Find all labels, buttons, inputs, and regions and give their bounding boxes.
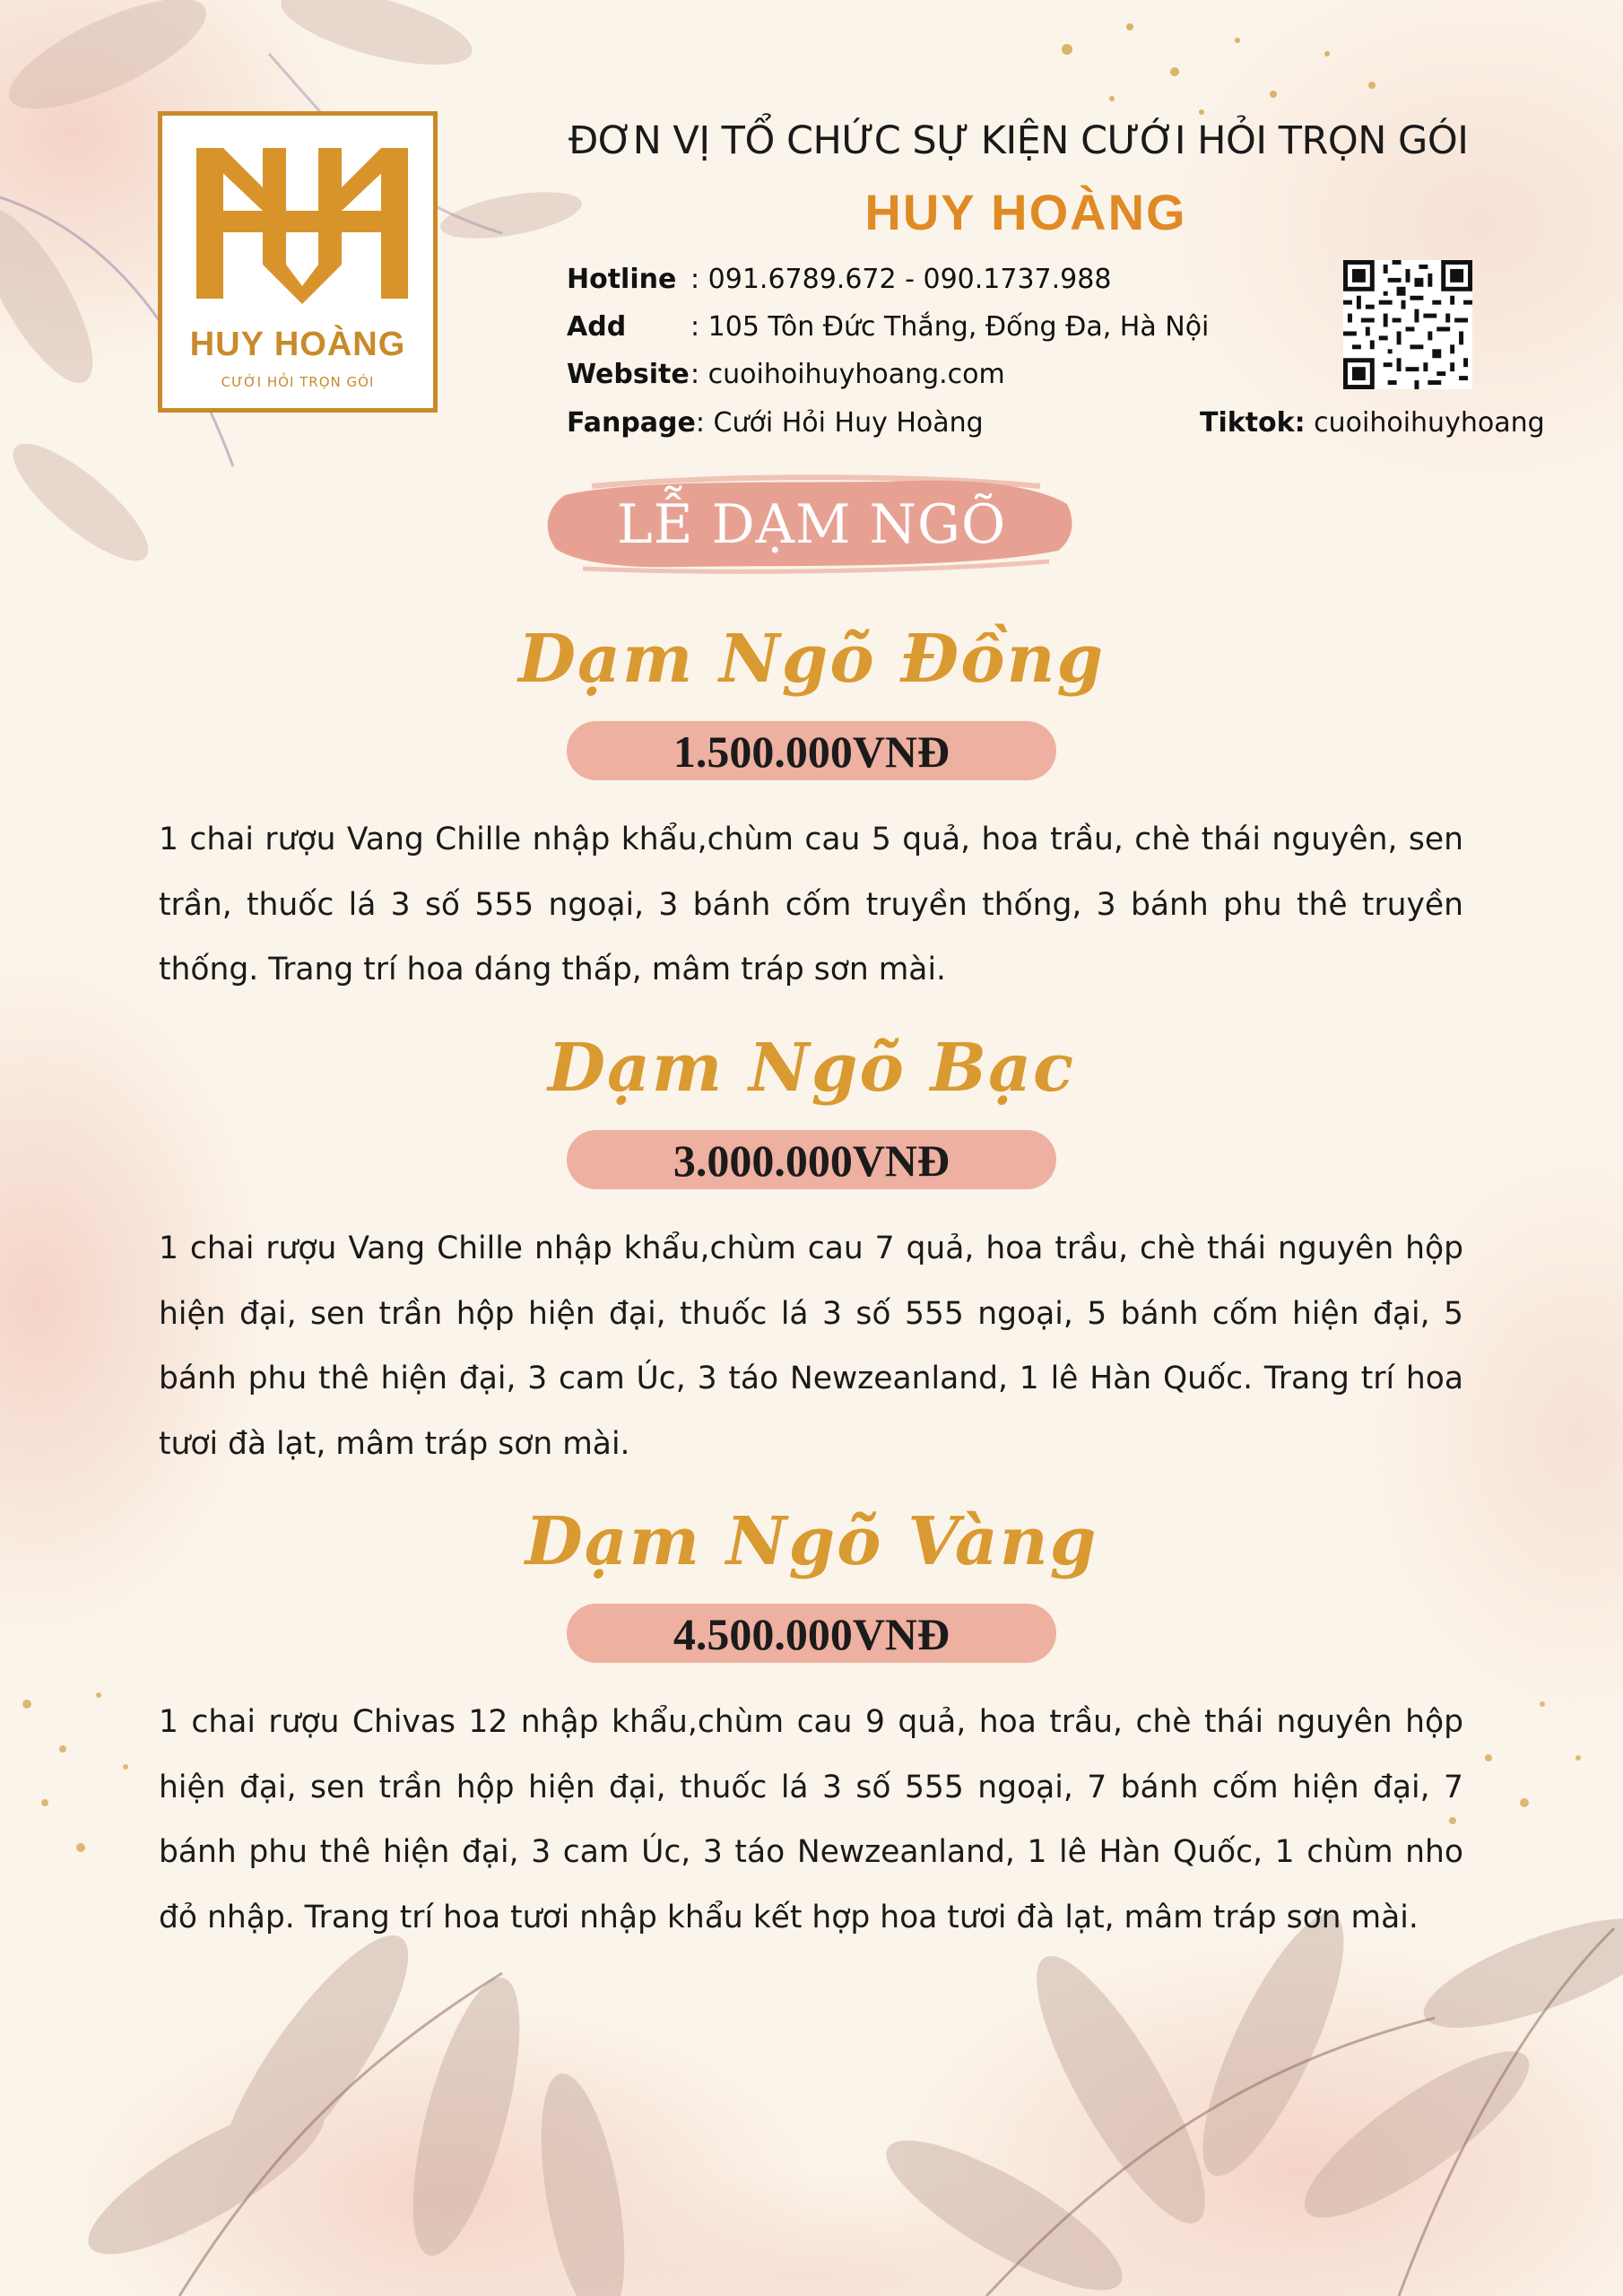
fanpage-row xyxy=(567,407,984,439)
price-badge: 1.500.000VNĐ xyxy=(567,721,1056,780)
price-badge: 3.000.000VNĐ xyxy=(567,1130,1056,1189)
address-value: : 105 Tôn Đức Thắng, Đống Đa, Hà Nội xyxy=(690,311,1210,343)
logo-tagline: CƯỚI HỎI TRỌN GÓI xyxy=(221,374,375,390)
hotline-value[interactable]: : 091.6789.672 - 090.1737.988 xyxy=(690,264,1112,295)
address-row xyxy=(567,311,1209,343)
section-title: LỄ DẠM NGÕ xyxy=(616,493,1007,556)
price-badge: 4.500.000VNĐ xyxy=(567,1604,1056,1663)
package-title: Dạm Ngõ Bạc xyxy=(547,1030,1076,1107)
brand-logo xyxy=(158,111,438,413)
website-value[interactable]: : cuoihoihuyhoang.com xyxy=(690,359,1005,390)
address-label: Add xyxy=(567,311,627,343)
qr-code-icon[interactable] xyxy=(1343,260,1472,389)
package-description: 1 chai rượu Vang Chille nhập khẩu,chùm cau 5 quả, hoa trầu, chè thái nguyên, sen trần, thuốc lá 3 số 555 ngoại, 3 bánh cốm truyền thống, 3 bánh phu thê truyền thống. Trang trí hoa dáng thấp, mâm tráp sơn mài. xyxy=(159,822,1463,987)
website-row xyxy=(567,359,1005,390)
section-banner xyxy=(538,468,1085,576)
website-label: Website xyxy=(567,359,690,390)
package-title: Dạm Ngõ Vàng xyxy=(525,1503,1098,1580)
tiktok-row xyxy=(1200,407,1545,439)
brand-name: HUY HOÀNG xyxy=(864,184,1187,240)
tiktok-label: Tiktok: xyxy=(1200,407,1306,439)
package-title: Dạm Ngõ Đồng xyxy=(517,621,1106,698)
fanpage-value[interactable]: : Cưới Hỏi Huy Hoàng xyxy=(695,407,984,439)
tiktok-value[interactable]: cuoihoihuyhoang xyxy=(1305,407,1545,439)
hh-logo-icon xyxy=(171,128,433,308)
package-description: 1 chai rượu Chivas 12 nhập khẩu,chùm cau 9 quả, hoa trầu, chè thái nguyên hộp hiện đại, sen trần hộp hiện đại, thuốc lá 3 số 555 ngoại, 7 bánh cốm hiện đại, 7 bánh phu thê hiện đại, 3 cam Úc, 3 táo Newzeanland, 1 lê Hàn Quốc, 1 chùm nho đỏ nhập. Trang trí hoa tươi nhập khẩu kết hợp hoa tươi đà lạt, mâm tráp sơn mài. xyxy=(159,1704,1463,1935)
package-description: 1 chai rượu Vang Chille nhập khẩu,chùm cau 7 quả, hoa trầu, chè thái nguyên hộp hiện đại, sen trần hộp hiện đại, thuốc lá 3 số 555 ngoại, 5 bánh cốm hiện đại, 5 bánh phu thê hiện đại, 3 cam Úc, 3 táo Newzeanland, 1 lê Hàn Quốc. Trang trí hoa tươi đà lạt, mâm tráp sơn mài. xyxy=(159,1231,1463,1462)
fanpage-label: Fanpage xyxy=(567,407,696,439)
hotline-row xyxy=(567,264,1111,295)
hotline-label: Hotline xyxy=(567,264,677,295)
logo-name: HUY HOÀNG xyxy=(189,326,406,363)
organization-title: ĐƠN VỊ TỔ CHỨC SỰ KIỆN CƯỚI HỎI TRỌN GÓI xyxy=(568,118,1469,163)
